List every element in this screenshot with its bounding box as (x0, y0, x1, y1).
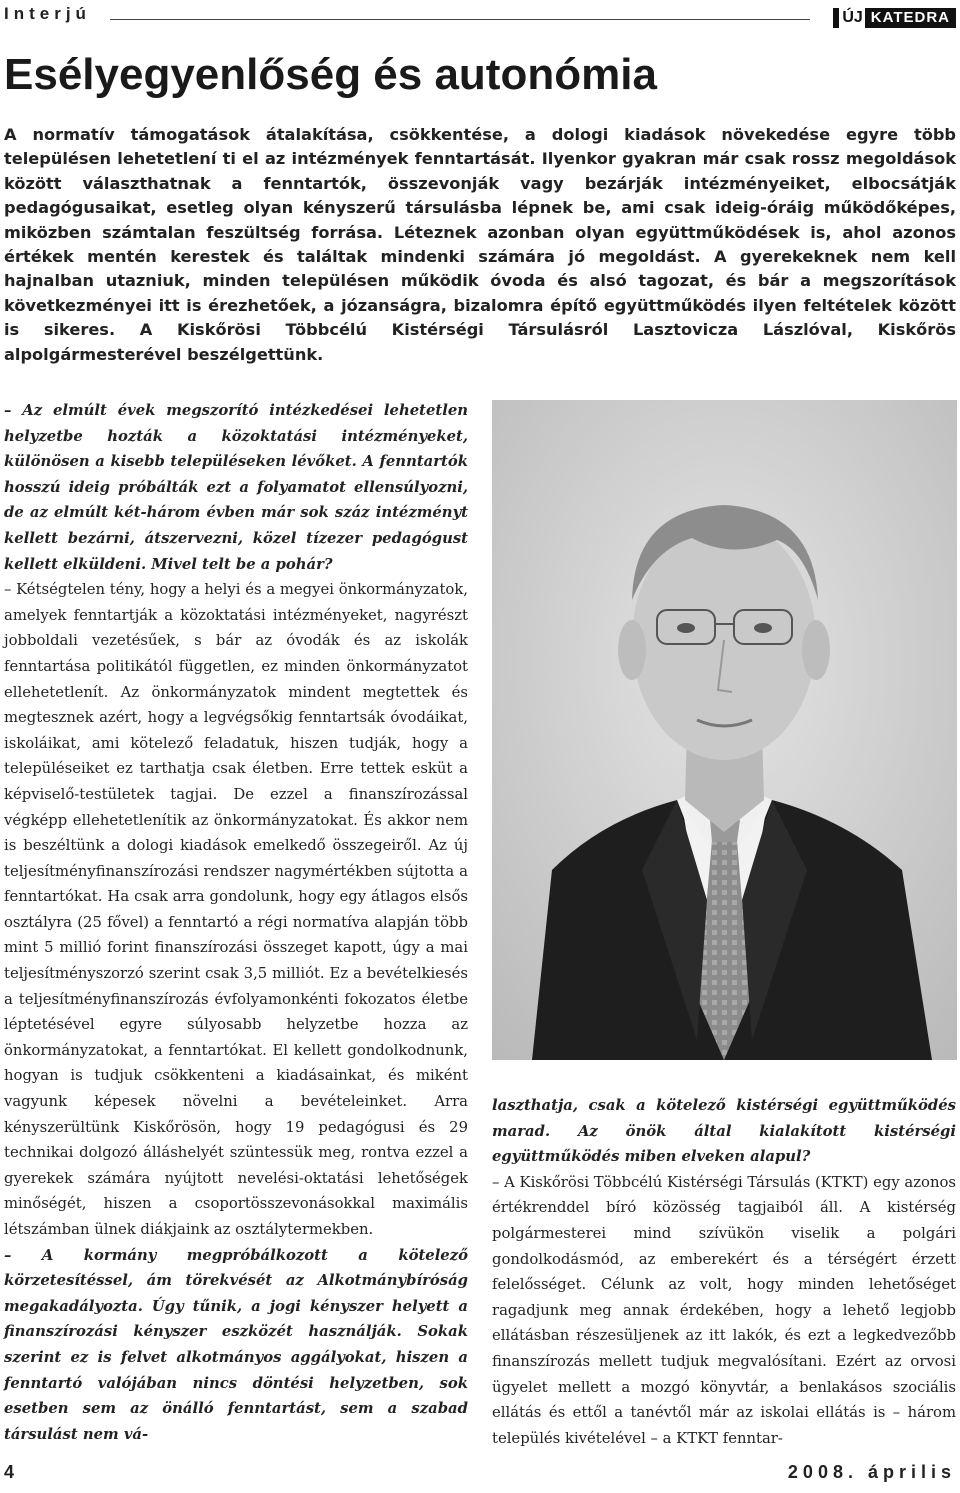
answer-2: – A Kiskőrösi Többcélú Kistérségi Társulás (KTKT) egy azonos értékrenddel bíró közösség tagjaiból áll. A kistérség polgármesterei mind szívükön viselik a polgári gondolkodásmód, az emberekért és a térségért érzett felelősséget. Célunk az volt, hogy minden lehetőséget ragadjunk meg annak érdekében, hogy a lehető legjobb ellátásban részesüljenek az itt lakók, és ezt a legkedvezőbb finanszírozás mellett tudjuk megvalósítani. Ezért az orvosi ügyelet mellett a mozgó könyvtár, a benlakásos szociális ellátás és ettől a tanévtől már az iskolai ellátás is – három település kivételével – a KTKT fenntar- (492, 1173, 956, 1447)
ujkatedra-logo (833, 8, 956, 28)
issue-date: 2008. április (787, 1462, 956, 1482)
section-label: Interjú (4, 4, 91, 23)
question-2-continued: laszthatja, csak a kötelező kistérségi együttműködés marad. Az önök által kialakított kistérségi együttműködés miben elveken alapul? (492, 1097, 956, 1166)
article-title: Esélyegyenlőség és autonómia (4, 50, 657, 99)
left-column (4, 398, 468, 1447)
logo-katedra: KATEDRA (865, 8, 956, 28)
question-2: – A kormány megpróbálkozott a kötelező körzetesítéssel, ám törekvését az Alkotmánybíróság megakadályozta. Úgy tűnik, a jogi kényszer helyett a finanszírozási kényszer eszközét használják. Sokak szerint ez is felvet alkotmányos aggályokat, hiszen a fenntartó valójában nincs döntési helyzetben, sok esetben sem az önálló fenntartást, sem a szabad társulást nem vá- (4, 1246, 468, 1443)
header-rule (110, 19, 810, 20)
question-1: – Az elmúlt évek megszorító intézkedései lehetetlen helyzetbe hozták a közoktatási intézményeket, különösen a kisebb településeken lévőket. A fenntartók hosszú ideig próbálták ezt a folyamatot ellensúlyozni, de az elmúlt két-három évben már sok száz intézményt kellett bezárni, átszervezni, közel tízezer pedagógust kellett elküldeni. Mivel telt be a pohár? (4, 402, 468, 573)
logo-bar (833, 8, 839, 28)
right-column (492, 1093, 956, 1451)
answer-1: – Kétségtelen tény, hogy a helyi és a megyei önkormányzatok, amelyek fenntartják a közoktatási intézményeket, nagyrészt jobboldali vezetésűek, s bár az óvodák és az iskolák fenntartása politikától független, ez minden önkormányzatot ellehetetlenít. Az önkormányzatok mindent megtettek és megtesznek azért, hogy a legvégsőkig fenntartsák óvodáikat, iskoláikat, ami kötelező feladatuk, hiszen tudják, hogy a településeiket ez tarthatja csak életben. Erre tettek esküt a képviselő-testületek tagjai. De ezzel a finanszírozással végképp ellehetetlenítik az önkormányzatokat. És akkor nem is beszéltünk a dologi kiadások emelkedő összegeiről. Az új teljesítményfinanszírozási rendszer nagymértékben sújtotta a fenntartókat. Ha csak arra gondolunk, hogy egy átlagos elsős osztályra (25 fővel) a fenntartó a régi normatíva alapján több mint 5 millió forint finanszírozási összeget kapott, úgy a mai teljesítményszorzó szerint csak 3,5 milliót. Ez a bevételkiesés a teljesítményfinanszírozás évfolyamonkénti fokozatos életbe léptetésével egyre súlyosabb helyzetbe hozza az önkormányzatokat, a fenntartókat. El kellett gondolkodnunk, hogyan is tudjuk csökkenteni a kiadásainkat, és miként vagyunk képesek növelni a bevételeinket. Arra kényszerültünk Kiskőrösön, hogy 19 pedagógusi és 29 technikai dolgozó álláshelyét szüntessük meg, rontva ezzel a gyerekek számára nyújtott nevelési-oktatási lehetőségek minőségét, hiszen a csoportösszevonásokkal maximális létszámban ülnek diákjaink az osztálytermekben. (4, 581, 468, 1238)
portrait-illustration (492, 400, 957, 1060)
interviewee-portrait (492, 400, 957, 1060)
page-number: 4 (4, 1462, 15, 1482)
logo-uj: ÚJ (842, 9, 863, 26)
article-lead: A normatív támogatások átalakítása, csökkentése, a dologi kiadások növekedése egyre több településen lehetetlení ti el az intézmények fenntartását. Ilyenkor gyakran már csak rossz megoldások között választhatnak a fenntartók, összevonják vagy bezárják intézményeiket, elbocsátják pedagógusaikat, esetleg olyan kényszerű társulásba lépnek be, ami csak ideig-óráig működőképes, miközben számtalan feszültség forrása. Léteznek azonban olyan együttműködések is, ahol azonos értékek mentén kerestek és találtak mindenki számára jó megoldást. A gyerekeknek nem kell hajnalban utazniuk, minden településen működik óvoda és alsó tagozat, és bár a megszorítások következményei itt is érezhetőek, a józanságra, bizalomra építő együttműködés ilyen feltételek között is sikeres. A Kiskőrösi Többcélú Kistérségi Társulásról Lasztovicza Lászlóval, Kiskőrös alpolgármesterével beszélgettünk. (4, 125, 956, 364)
